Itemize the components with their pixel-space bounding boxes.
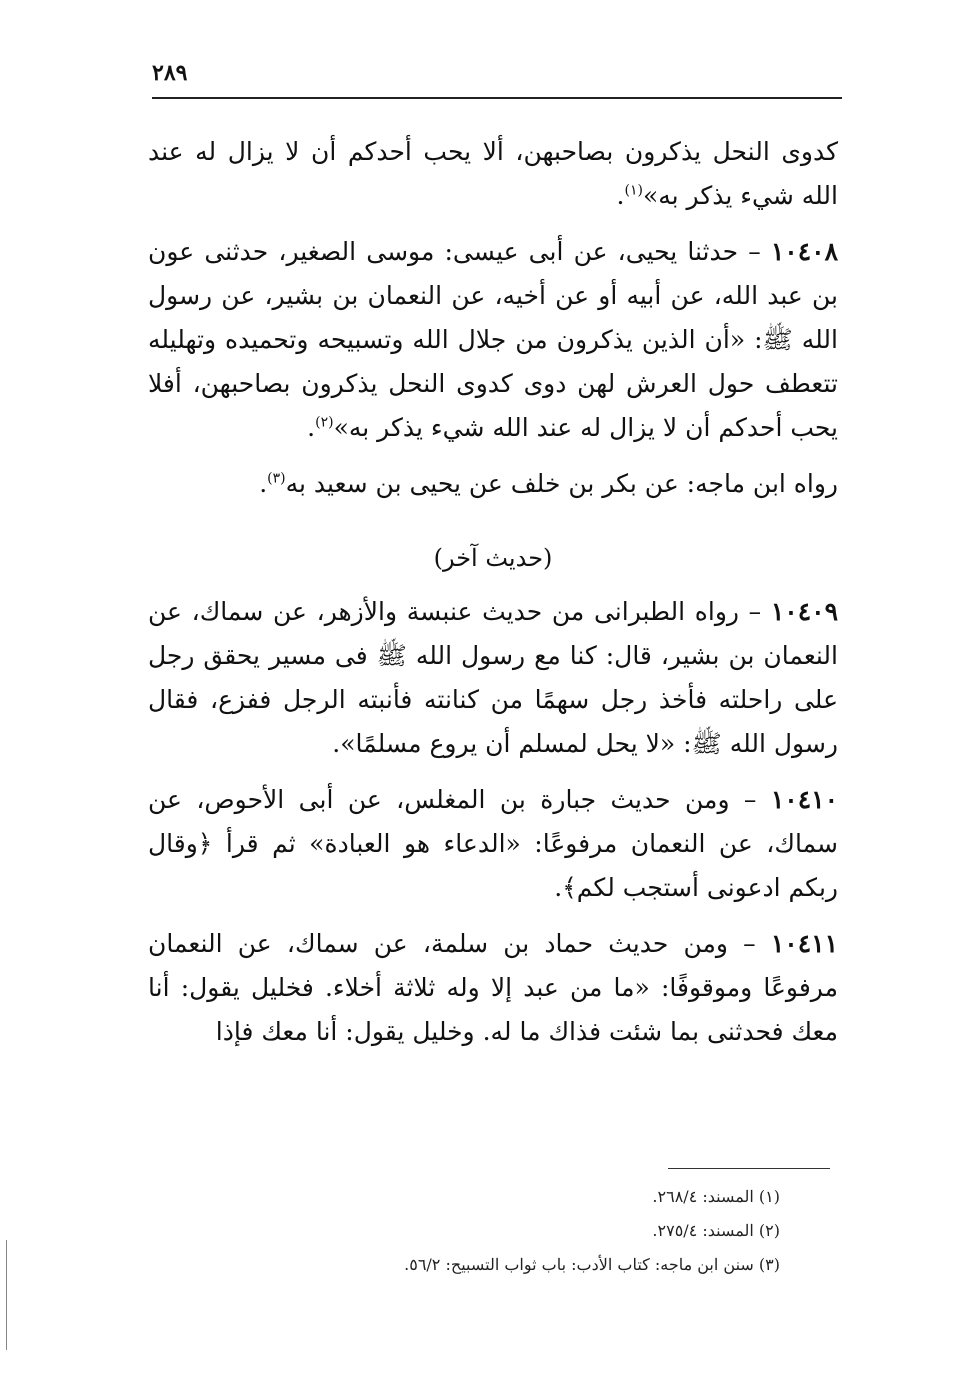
footnote-ref: (١) <box>624 182 643 199</box>
footnote: (٢) المسند: ٢٧٥/٤. <box>652 1221 780 1240</box>
paragraph-text: – رواه الطبرانى من حديث عنبسة والأزهر، عن سماك، عن النعمان بن بشير، قال: كنا مع رسول الله ﷺ فى مسير يحقق رجل على راحلته فأخذ رجل سهمًا من كنانته فأنبته الرجل ففزع، فقال رسول الله ﷺ: «لا يحل لمسلم أن يروع مسلمًا». <box>148 597 838 758</box>
paragraph-end: . <box>259 469 268 498</box>
hadith-number: ١٠٤١٠ <box>770 785 838 814</box>
paragraph-text: – ومن حديث جبارة بن المغلس، عن أبى الأحوص، عن سماك، عن النعمان مرفوعًا: «الدعاء هو العبادة» ثم قرأ ﴿وقال ربكم ادعونى أستجب لكم﴾. <box>148 785 838 902</box>
footnote-rule <box>668 1168 830 1169</box>
paragraph-text: رواه ابن ماجه: عن بكر بن خلف عن يحيى بن سعيد به <box>285 469 838 498</box>
margin-mark <box>6 1240 7 1350</box>
page-number: ٢٨٩ <box>152 60 188 86</box>
hadith-paragraph <box>148 922 838 1054</box>
footnote-ref: (٢) <box>315 414 334 431</box>
paragraph <box>148 130 838 218</box>
hadith-number: ١٠٤١١ <box>770 929 838 958</box>
footnote: (١) المسند: ٢٦٨/٤. <box>652 1187 780 1206</box>
footnotes <box>200 1180 780 1282</box>
section-title: (حديث آخر) <box>433 544 553 572</box>
hadith-number: ١٠٤٠٨ <box>770 237 838 266</box>
footnote-ref: (٣) <box>267 470 286 487</box>
hadith-paragraph <box>148 778 838 910</box>
paragraph-end: . <box>616 181 625 210</box>
hadith-number: ١٠٤٠٩ <box>770 597 838 626</box>
paragraph-text: كدوى النحل يذكرون بصاحبهن، ألا يحب أحدكم أن لا يزال له عند الله شيء يذكر به» <box>148 137 838 210</box>
paragraph-text: – حدثنا يحيى، عن أبى عيسى: موسى الصغير، حدثنى عون بن عبد الله، عن أبيه أو عن أخيه، عن النعمان بن بشير، عن رسول الله ﷺ: «أن الذين يذكرون من جلال الله وتسبيحه وتحميده وتهليله تتعطف حول العرش لهن دوى كدوى النحل يذكرون بصاحبهن، أفلا يحب أحدكم أن لا يزال له عند الله شيء يذكر به» <box>148 237 838 442</box>
paragraph <box>148 462 838 506</box>
body-text <box>148 130 838 1066</box>
paragraph-end: . <box>307 413 316 442</box>
paragraph-text: – ومن حديث حماد بن سلمة، عن سماك، عن النعمان مرفوعًا وموقوفًا: «ما من عبد إلا وله ثلاثة أخلاء. فخليل يقول: أنا معك فحدثنى بما شئت فذاك ما له. وخليل يقول: أنا معك فإذا <box>148 929 838 1046</box>
footnote: (٣) سنن ابن ماجه: كتاب الأدب: باب ثواب التسبيح: ٥٦/٢. <box>404 1255 780 1274</box>
header-rule <box>152 97 842 99</box>
hadith-paragraph <box>148 590 838 766</box>
hadith-paragraph <box>148 230 838 450</box>
